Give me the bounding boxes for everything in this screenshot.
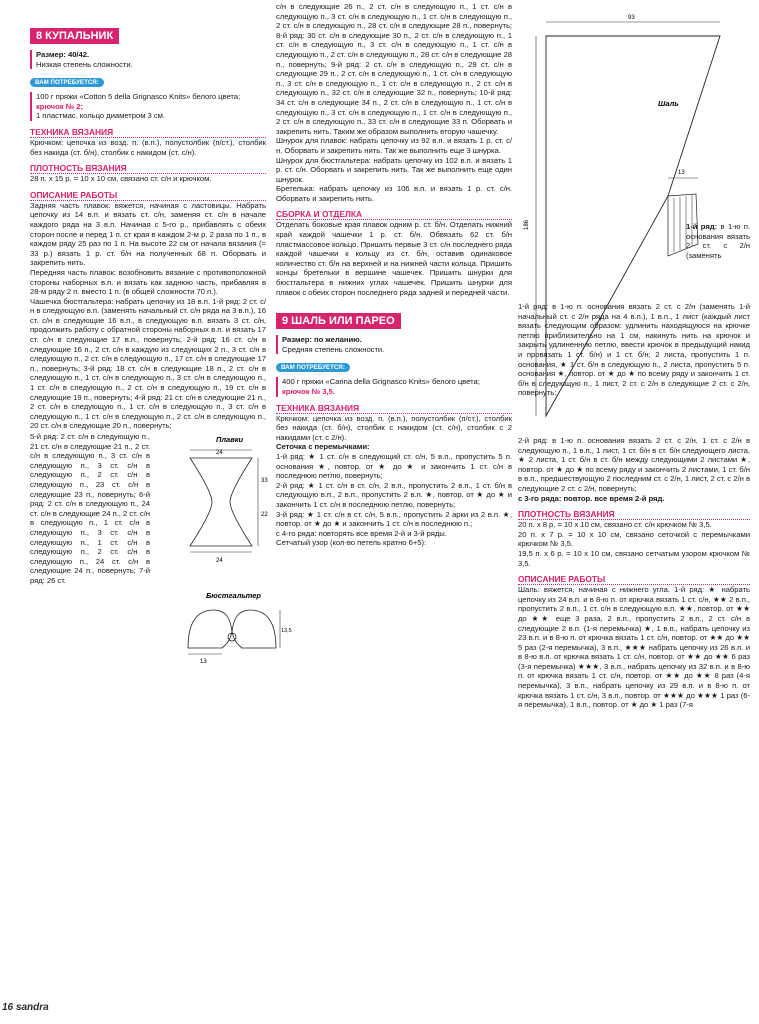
- shawl-row3-text: с 3-го ряда: повтор. все время 2-й ряд.: [518, 493, 665, 503]
- work-paragraph: Шнурок для бюстгальтера: набрать цепочку из 102 в.п. и вязать 1 р. ст. с/н. Оборвать и закрепить нить. Так же выполнить еще один шнурок.: [276, 155, 512, 184]
- work-heading: ОПИСАНИЕ РАБОТЫ: [30, 190, 266, 201]
- shawl-row1-text-side: 1-й ряд: в 1-ю п. основания вязать 2 ст. с 2/н (заменять: [686, 222, 750, 260]
- density-text: 20 п. х 7 р. = 10 х 10 см, связано сеточкой с перемычками крючком № 3,5.: [518, 529, 750, 549]
- density-heading: ПЛОТНОСТЬ ВЯЗАНИЯ: [30, 163, 266, 174]
- s9-row: 2-й ряд: ★ 1 ст. с/н в ст. с/н, 2 в.п., пропустить 2 в.п., 1 ст. б/н в следующую в.п., 2 в.п., пропустить 2 в.п. ★, повтор. от ★ до ★ и закончить 1 ст. с/н в последнюю петлю, повернуть;: [276, 480, 512, 509]
- work-paragraph: 5-й ряд: 2 ст. с/н в следующую п., 21 ст. с/н в следующие 21 п., 2 ст. с/н в следующую п., 3 ст. с/н в следующую п., 3 ст. с/н в следующую п., 2 ст. с/н в следующую п., 23 ст. с/н в следующие 23 п., повернуть; 6-й ряд: 2 ст. с/н в следующую п., 24 ст. с/н в следующие 24 п., 2 ст. с/н в следующую п., 1 ст. с/н в следующую п., 3 ст. с/н в следующую п., 1 ст. с/н в следующую п., 2 ст. с/н в следующую п., 24 ст. с/н в следующие 24 п., повернуть; 7-й ряд: 26 ст.: [30, 432, 150, 585]
- work-paragraph: Шнурок для плавок: набрать цепочку из 92 в.п. и вязать 1 р. ст. с/н. Оборвать и закрепить нить. Так же выполнить еще 3 шнурка.: [276, 136, 512, 155]
- bra-height-dim: 13,5: [281, 628, 292, 634]
- shawl-side-dim: 186: [524, 219, 530, 230]
- s9-row: 1-й ряд: ★ 1 ст. с/н в следующий ст. с/н, 5 в.п., пропустить 5 п. основания ★, повтор. от ★ до ★ и закончить 1 ст. с/н в последнюю петлю, повернуть;: [276, 451, 512, 481]
- briefs-bottom-dim: 24: [216, 558, 223, 564]
- briefs-shape: [190, 458, 252, 546]
- material-item: 1 пластмас. кольцо диаметром 3 см.: [36, 111, 165, 121]
- technique-text: Крючком: цепочка из возд. п. (в.п.), полустолбик (п/ст.), столбик без накида (ст. б/н), столбик с накидом (ст. с/н).: [30, 137, 266, 157]
- s9-row: 3-й ряд: ★ 1 ст. с/н в ст. с/н, 5 в.п., пропустить 2 арки из 2 в.п. ★, повтор. от ★ до ★ и закончить 1 ст. с/н в последнюю п.;: [276, 509, 512, 529]
- s9-mesh-title: Сеточка с перемычками:: [276, 442, 370, 452]
- technique-heading: ТЕХНИКА ВЯЗАНИЯ: [30, 127, 266, 138]
- difficulty-text: Низкая степень сложности.: [36, 59, 133, 69]
- s9-technique-heading: ТЕХНИКА ВЯЗАНИЯ: [276, 403, 512, 414]
- work-paragraph: Передняя часть плавок: возобновить вязание с противоположной стороны наборных в.п. и вязать как заднюю часть, прибавляя в 28-м ряду 2 п. вместо 1 п. (в общей сложности 70 п.).: [30, 267, 266, 297]
- work-paragraph: Задняя часть плавок: вяжется, начиная с ластовицы. Набрать цепочку из 14 в.п. и вязать ст. с/н, заменяя ст. с/н в начале каждого ряда на 3 в.п. Начиная с 5-го р., прибавлять с обеих сторон после и перед 1 п. ст края в каждом 2-м р. 2 раза по 1 п., в каждом ряду 25 раз по 1 п. На высоте 22 см от начала вязания (= 33 р.) вязать 1 р. ст. б/н на полученных 68 п. Оборвать и закрепить нить.: [30, 200, 266, 268]
- material-item: 100 г пряжи «Cotton 5 della Grignasco Knits» белого цвета;: [36, 92, 241, 102]
- material-item: крючок № 3,5.: [282, 387, 335, 396]
- density-heading: ПЛОТНОСТЬ ВЯЗАНИЯ: [518, 509, 750, 520]
- work-paragraph: Шаль: вяжется, начиная с нижнего угла. 1-й ряд: ★ набрать цепочку из 24 в.п. и в 8-ю п. от крючка вязать 1 ст. с/н, ★★ 2 в.п., пропустить 2 в.п., 1 ст. с/н в следующую в.п. ★★, повтор. от ★★ до ★★ еще 3 раза, 2 в.п., пропустить 2 в.п., 2 ст. с/н в следующие 2 в.п. (1-я перемычка) ★, 1 в.п., набрать цепочку из 23 в.п. и в 8-ю п. от крючка вязать 1 ст. с/н, повтор. от ★★ до ★★ 5 раз (2-я перемычка), 3 в.п., ★★★ набрать цепочку из 26 в.п. и в 8-ю в.п. от крючка вязать 1 ст. с/н, повтор. от ★★ до ★★ 6 раз (3-я перемычка) ★★★, 3 в.п., набрать цепочку из 32 в.п. и в 8-ю п. от крючка вязать 1 ст. с/н, повтор. от ★★ до ★★ 8 раз (4-я перемычка), 3 в.п., набрать цепочку из 29 в.п. и в 8-ю п. от крючка вязать 1 ст. с/н, 3 в.п., повтор. от ★★★ до ★★★ 1 раз (6-я перемычка), 1 в.п., повтор. от ★ до ★ 1 раз (7-я: [518, 585, 750, 710]
- s9-materials: [276, 377, 512, 396]
- column-2: [276, 2, 512, 548]
- density-text: 20 п. х 8 р. = 10 х 10 см, связано ст. с/н крючком № 3,5.: [518, 520, 712, 530]
- work-heading: ОПИСАНИЕ РАБОТЫ: [518, 574, 750, 585]
- assembly-text: Отделать боковые края плавок одним р. ст. б/н. Отделать нижний край каждой чашечки 1 р. ст. б/н. Обвязать 62 ст. б/н пластмассовое кольцо. Пришить первые 3 ст. с/н последнего ряда каждой чашечки к кольцу из ст. б/н, оставив одинаковое количество ст. б/н на верхней и на нижней части кольца. Пришить концы бретельки в вершине чашечек. Пришить шнурки для бюстгальтера в нижних углах чашечек. Пришить шнурки для плавок с обеих сторон последнего ряда задней и передней части.: [276, 220, 512, 297]
- work-paragraph: Бретелька: набрать цепочку из 106 в.п. и вязать 1 р. ст. с/н. Оборвать и закрепить нить.: [276, 184, 512, 203]
- shawl-label: Шаль: [658, 99, 679, 108]
- work-with-diagrams: [30, 432, 292, 722]
- section-8-title: 8 КУПАЛЬНИК: [30, 28, 119, 44]
- materials-list: [30, 92, 266, 121]
- s9-difficulty: Средняя степень сложности.: [282, 344, 385, 354]
- material-item: крючок № 2;: [36, 101, 83, 111]
- work-paragraph: с/н в следующие 26 п., 2 ст. с/н в следующую п., 1 ст. с/н в следующую п., 3 ст. с/н в следующую п., 1 ст. с/н в следующую п., 2 ст. с/н в следующую п., 28 ст. с/н в следующие 28 п., повернуть; 8-й ряд: 30 ст. с/н в следующие 30 п., 2 ст. с/н в следующую п., 1 ст. с/н в следующую п., 3 ст. с/н в следующую п., 1 ст. с/н в следующую п., 2 ст. с/н в следующую п., 28 ст. с/н в следующие 28 п., повернуть; 9-й ряд: 2 ст. с/н в следующую п., 29 ст. с/н в следующие 29 п., 2 ст. с/н в следующую п., 1 ст. с/н в следующую п., 3 ст. с/н в следующую п., 1 ст. с/н в следующую п., 2 ст. с/н в следующую п., 32 ст. с/н в следующие 32 п., повернуть; 10-й ряд: 34 ст. с/н в следующие 34 п., 2 ст. с/н в следующую п., 1 ст. с/н в следующую п., 3 ст. с/н в следующую п., 1 ст. с/н в следующую п., 2 ст. с/н в следующую п., 33 ст. с/н в следующие 33 п. Оборвать и закрепить нить. Таким же образом выполнить вторую чашечку.: [276, 2, 512, 136]
- density-text: 28 п. х 15 р. = 10 х 10 см, связано ст. с/н и крючком.: [30, 174, 212, 184]
- section-9-meta: [276, 335, 512, 354]
- bra-label: Бюстгальтер: [206, 591, 261, 600]
- need-badge: ВАМ ПОТРЕБУЕТСЯ:: [30, 78, 104, 87]
- column-1: [30, 26, 292, 722]
- need-badge: ВАМ ПОТРЕБУЕТСЯ:: [276, 363, 350, 372]
- s9-technique-text: Крючком: цепочка из возд. п. (в.п.), полустолбик (п/ст.), столбик без накида (ст. б/н), столбик с накидом (ст. с/н), столбик с 2 накидами (ст. с 2/н).: [276, 413, 512, 442]
- shawl-top-dim: 93: [628, 15, 635, 21]
- s9-row: с 4-го ряда: повторять все время 2-й и 3-й ряды.: [276, 528, 447, 538]
- briefs-label: Плавки: [216, 435, 244, 444]
- assembly-heading: СБОРКА И ОТДЕЛКА: [276, 209, 512, 220]
- shawl-row2-text: 2-й ряд: в 1-ю п. основания вязать 2 ст. с 2/н, 1 ст. с 2/н в следующую п., 1 в.п., 1 лист, 1 ст. б/н в ст. б/н следующего листа, ★ 2 листа, 1 ст. б/н в ст. б/н между следующими 2 листами ★, повтор. от ★ до ★ по всему ряду и закончить 2 листами, 1 ст. б/н в в.п., предшествующую 2 последним ст. с 2/н, 1 лист, 2 ст. с 2/н в следующие 2 ст. с 2/н, повернуть;: [518, 436, 750, 493]
- s9-pattern-title: Сетчатый узор (кол-во петель кратно 6+5):: [276, 538, 427, 548]
- shawl-diagram-area: [518, 6, 750, 436]
- work-paragraph: Чашечка бюстгальтера: набрать цепочку из 18 в.п. 1-й ряд: 2 ст. с/н в следующую в.п. (заменять начальный ст. с/н ряда на 3 в.п.), 16 ст. с/н в следующие 16 в.п., в следующую в.п. вязать 3 ст. с/н, продолжить работу с обратной стороны наборных в.п. и вязать 17 ст. с/н в следующие 17 в.п., повернуть; 2-й ряд: 16 ст. с/н в следующие 16 п., 2 ст. с/н в каждую из следующих 2 п., 3 ст. с/н в следующую п., 2 ст. с/н в следующую п., 17 ст. с/н в следующие 17 п., повернуть; 3-й ряд: 18 ст. с/н в следующие 18 п., 2 ст. с/н в следующую п., 1 ст. с/н в следующую п., 3 ст. с/н в следующую п., 1 ст. с/н в следующую п., 2 ст. с/н в следующую п., 19 ст. с/н в следующие 19 п., повернуть; 4-й ряд: 21 ст. с/н в следующие 21 п., 2 ст. с/н в следующую п., 1 ст. с/н в следующую п., 3 ст. с/н в следующую п., 1 ст. с/н в следующую п., 2 ст. с/н в следующую п., 20 ст. с/н в следующие 20 п., повернуть;: [30, 296, 266, 431]
- page-footer: 16 sandra: [2, 1002, 49, 1013]
- ring-shape: [228, 633, 236, 641]
- section-8-meta: [30, 50, 266, 69]
- size-text: Размер: 40/42.: [36, 50, 90, 59]
- material-item: 400 г пряжи «Carina della Grignasco Knits» белого цвета;: [282, 377, 480, 387]
- shawl-small-dim: 13: [678, 170, 685, 176]
- bra-cup-left: [188, 610, 232, 648]
- density-text: 19,5 п. х 6 р. = 10 х 10 см, связано сетчатым узором крючком № 3,5.: [518, 548, 750, 568]
- briefs-top-dim: 24: [216, 450, 223, 456]
- briefs-height-dim: 33: [261, 478, 268, 484]
- briefs-mid-dim: 22: [261, 512, 268, 518]
- s9-size: Размер: по желанию.: [282, 335, 362, 345]
- column-3: [518, 6, 750, 710]
- bra-cup-right: [232, 610, 276, 648]
- briefs-and-bra-diagram: [170, 432, 290, 712]
- bra-bottom-dim: 13: [200, 659, 207, 665]
- section-9-title: 9 ШАЛЬ ИЛИ ПАРЕО: [276, 313, 401, 329]
- shawl-row1-text: 1-й ряд: в 1-ю п. основания вязать 2 ст. с 2/н (заменять 1-й начальный ст. с 2/н ряда на 4 в.п.), 1 в.п., 1 лист (каждый лист вязать следующим образом: удлинить находящуюся на крючке петлю приблизительно на 1 см, накинуть нить на крючок и закрыть удлиненную петлю, ввести крючок в предыдущий накид и провязать 1 ст. б/н) и 1 ст. б/н; 2 листа, пропустить 1 п. основания, ★ 1 ст. б/н в следующую п., 2 листа, пропустить 5 п. основания ★, повтор. от ★ до ★ по всему ряду и закончить 1 ст. б/н в следующую п., 1 лист, 2 ст. с 2/н в следующие 2 ст. с 2/н, повернуть;: [518, 302, 750, 398]
